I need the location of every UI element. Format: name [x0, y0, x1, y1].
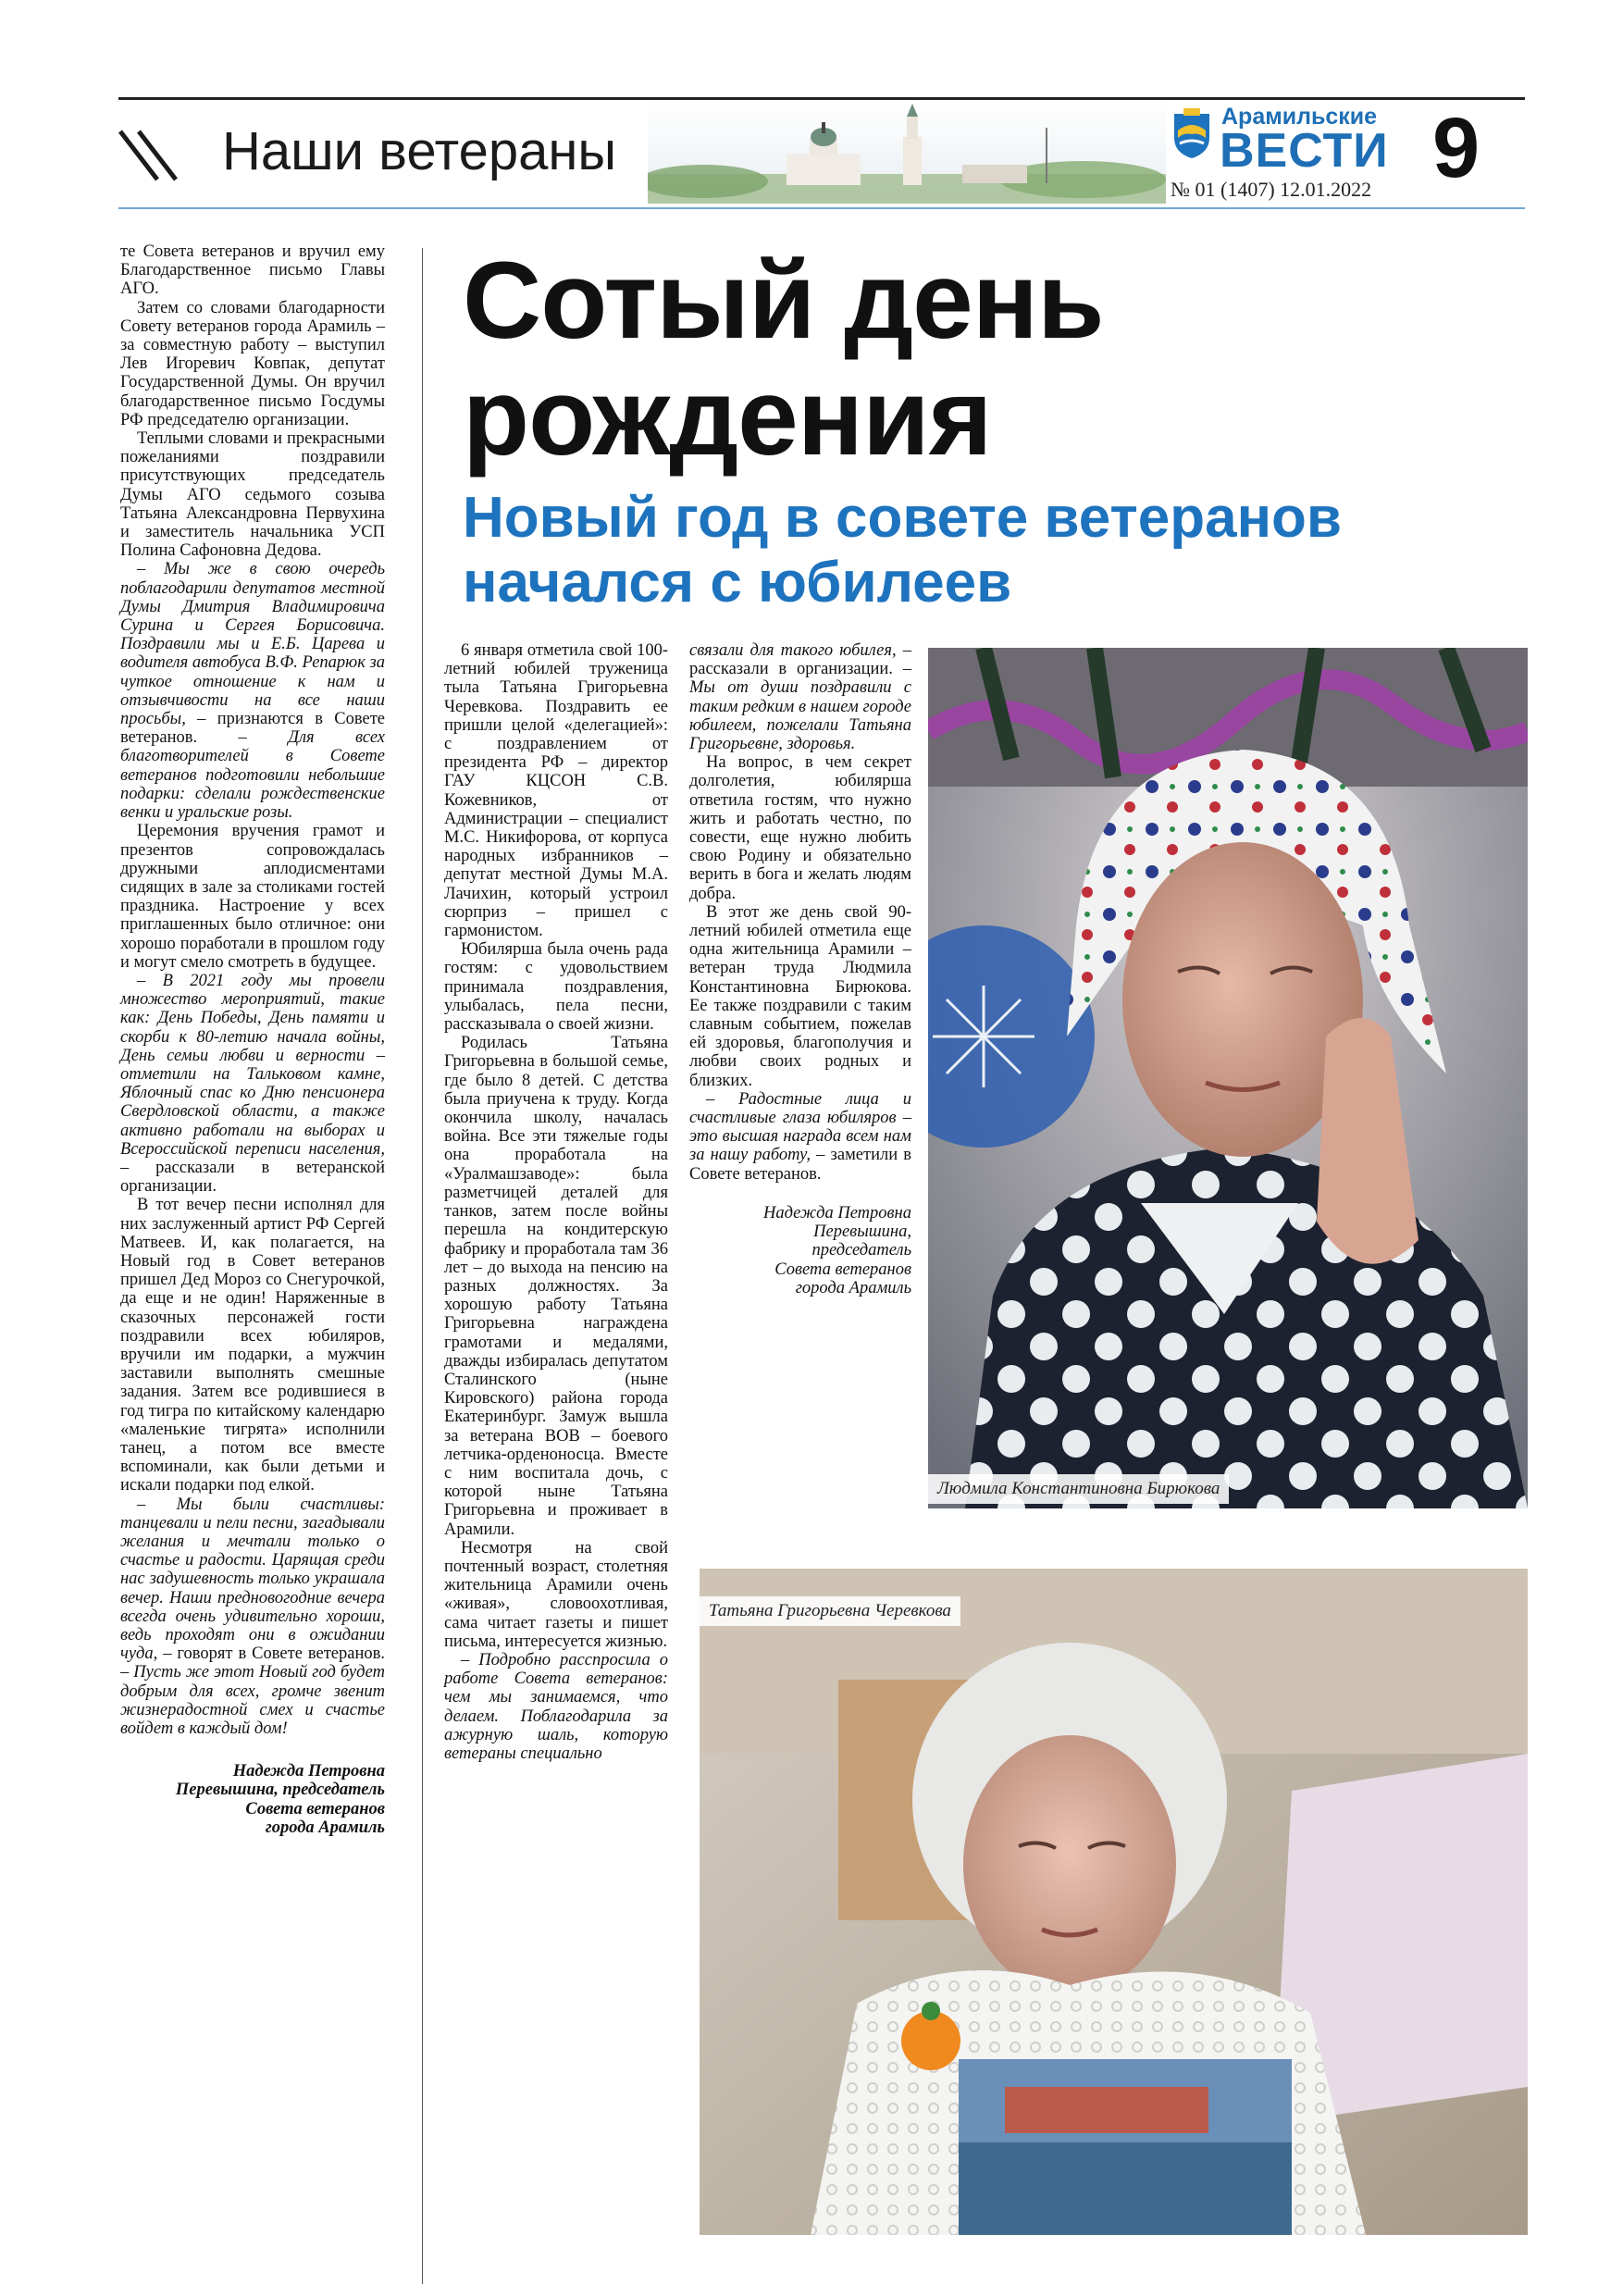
town-crest-icon [1171, 106, 1213, 160]
photo-caption: Людмила Константиновна Бирюкова [928, 1474, 1229, 1504]
header-bottom-rule [118, 207, 1525, 209]
paragraph [689, 1090, 911, 1184]
paragraph: – Подробно расспросила о работе Совета ветеранов: чем мы занимаемся, что делаем. Поблагодарила за ажурную шаль, которую ветераны специально [444, 1650, 668, 1763]
quote-text: – В 2021 году мы провели множество мероприятий, такие как: День Победы, День памяти и скорби к 80-летию начала войны, День семьи любви и верности – отметили на Тальковом камне, Яблочный спас ко Дню пенсионера Свердловской области, а также активно работали на выборах и Всероссийской переписи населения, [120, 971, 385, 1159]
paragraph: Затем со словами благодарности Совету ветеранов города Арамиль – за совместную работу – выступил Лев Игоревич Ковпак, депутат Государственной Думы. Он вручил благодарственное письмо Госдумы РФ председателю организации. [120, 298, 385, 429]
subtitle-line-2: начался с юбилеев [463, 551, 1012, 614]
paragraph [120, 560, 385, 822]
signature-line: Надежда Петровна [232, 1762, 385, 1781]
title-line-1: Сотый день [463, 240, 1104, 362]
paragraph: Теплыми словами и прекрасными пожеланиями поздравили присутствующих председатель Думы АГО седьмого созыва Татьяна Александровна Первухина и заместитель начальника УСП Полина Сафоновна Дедова. [120, 429, 385, 561]
signature-line: Надежда Петровна [762, 1203, 911, 1222]
attribution-text: – рассказали в организации. – [689, 641, 912, 679]
signature-line: Перевышина, председатель [175, 1781, 385, 1800]
quote-text: – Радостные лица и счастливые глаза юбиляров – это высшая награда всем нам за нашу работу, [689, 1089, 911, 1165]
quote-text: Для всех благотворителей в Совете ветеранов подготовили небольшие подарки: сделали рождественские венки и уральские розы. [120, 728, 385, 823]
attribution-text: – рассказали в ветеранской организации. [120, 1158, 385, 1197]
signature-line: Перевышина, [813, 1222, 911, 1242]
elderly-woman-with-postcard-image [700, 1569, 1528, 2235]
signature-line: города Арамиль [265, 1818, 385, 1837]
signature-line: председатель [812, 1241, 911, 1260]
town-skyline-image [648, 100, 1166, 204]
photo-cherevkova [700, 1569, 1528, 2235]
article-title [463, 242, 1527, 476]
paragraph: Юбилярша была очень рада гостям: с удовольствием принимала поздравления, улыбалась, пела песни, рассказывала о своей жизни. [444, 940, 668, 1035]
signature [689, 1204, 911, 1297]
paragraph: В этот же день свой 90-летний юбилей отметила еще одна жительница Арамили – ветеран труда Людмила Константиновна Бирюкова. Ее также поздравили с таким славным событием, пожелав ей здоровья, благополучия и любви своих родных и близких. [689, 902, 911, 1090]
logo-top-word: Арамильские [1221, 104, 1378, 130]
section-title: Наши ветераны [222, 121, 617, 181]
column-1 [120, 242, 385, 1837]
quote-text: Мы от души поздравили с таким редким в нашем городе юбилеем, пожелали Татьяна Григорьевне, здоровья. [689, 678, 911, 754]
paragraph: На вопрос, в чем секрет долголетия, юбилярша ответила гостям, что нужно жить и работать честно, по совести, еще нужно любить свою Родину и обязательно верить в бога и желать людям добра. [689, 753, 911, 903]
paragraph: Церемония вручения грамот и презентов сопровождалась дружными аплодисментами сидящих в зале за столиками гостей праздника. Настроение у всех приглашенных было отличное: они хорошо поработали в прошлом году и могут смело смотреть в будущее. [120, 822, 385, 972]
paragraph: В тот вечер песни исполнял для них заслуженный артист РФ Сергей Матвеев. И, как полагается, на Новый год в Совет ветеранов пришел Дед Мороз со Снегурочкой, да еще и не один! Наряженные в сказочных персонажей гости поздравили всех юбиляров, вручили им подарки, а мужчин заставили выполнять смешные задания. Затем все родившиеся в год тигра по китайскому календарю «маленькие тигрята» исполнили танец, а потом все вместе вспоминали, как были детьми и искали подарки под елкой. [120, 1196, 385, 1496]
signature-line: города Арамиль [795, 1278, 911, 1297]
logo-main-word: ВЕСТИ [1220, 124, 1389, 178]
paragraph: Родилась Татьяна Григорьевна в большой семье, где было 8 детей. С детства была приучена к труду. Когда окончила школу, началась война. Все эти тяжелые годы она проработала на «Уралмашзаводе»: была разметчицей деталей для танков, затем после войны перешла на кондитерскую фабрику и проработала там 36 лет – до выхода на пенсию на разных должностях. За хорошую работу Татьяна Григорьевна награждена грамотами и медалями, дважды избиралась депутатом Сталинского (ныне Кировского) района города Екатеринбург. Замуж вышла за ветерана ВОВ – боевого летчика-орденоносца. Вместе с ним воспитала дочь, с которой ныне Татьяна Григорьевна и проживает в Арамили. [444, 1034, 668, 1539]
quote-text: – Мы были счастливы: танцевали и пели песни, загадывали желания и мечтали только о счастье и радости. Царящая среди нас задушевность только украшала вечер. Наши предновогодние вечера всегда очень удивительно хороши, ведь проходят они в ожидании чуда, [120, 1495, 385, 1664]
paragraph: те Совета ветеранов и вручил ему Благодарственное письмо Главы АГО. [120, 242, 385, 299]
column-divider [422, 248, 423, 2284]
paragraph [120, 972, 385, 1196]
photo-biryukova [928, 648, 1528, 1508]
quote-text: связали для такого юбилея, [689, 641, 897, 660]
article-subtitle [463, 486, 1527, 615]
subtitle-line-1: Новый год в совете ветеранов [463, 486, 1343, 550]
page-number: 9 [1432, 101, 1481, 195]
column-3 [689, 641, 911, 1297]
signature-line: Совета ветеранов [245, 1799, 385, 1818]
attribution-text: – признаются в Совете ветеранов. – [120, 710, 385, 748]
photo-caption: Татьяна Григорьевна Черевкова [700, 1596, 960, 1626]
double-slash-icon [115, 128, 180, 183]
title-line-2: рождения [463, 356, 992, 478]
elderly-woman-photo-image [928, 648, 1528, 1508]
signature [120, 1762, 385, 1837]
quote-text: – Мы же в свою очередь поблагодарили депутатов местной Думы Дмитрия Владимировича Сурина и Сергея Борисовича. Поздравили мы и Е.Б. Царева и водителя автобуса В.Ф. Репарюк за чуткое отношение к нам и отзывчивости на все наши просьбы, [120, 560, 385, 729]
column-2 [444, 641, 668, 1763]
signature-line: Совета ветеранов [774, 1260, 911, 1279]
attribution-text: – говорят в Совете ветеранов. – [120, 1644, 385, 1682]
paragraph: Несмотря на свой почтенный возраст, столетняя жительница Арамили очень «живая», словоохотливая, сама читает газеты и пишет письма, интересуется жизнью. [444, 1538, 668, 1651]
paragraph: 6 января отметила свой 100-летний юбилей труженица тыла Татьяна Григорьевна Черевкова. Поздравить ее пришли целой «делегацией»: с поздравлением от президента РФ – директор ГАУ КЦСОН С.В. Кожевников, от Администрации – специалист М.С. Никифорова, от корпуса народных избранников – депутат местной Думы М.А. Лачихин, который устроил сюрприз – пришел с гармонистом. [444, 641, 668, 941]
issue-info: № 01 (1407) 12.01.2022 [1171, 178, 1372, 201]
quote-text: Пусть же этот Новый год будет добрым для всех, громче звенит жизнерадостной смех и счастье войдет в каждый дом! [120, 1663, 385, 1739]
attribution-text: – заметили в Совете ветеранов. [689, 1146, 911, 1184]
paragraph [120, 1496, 385, 1739]
paragraph [689, 641, 911, 753]
